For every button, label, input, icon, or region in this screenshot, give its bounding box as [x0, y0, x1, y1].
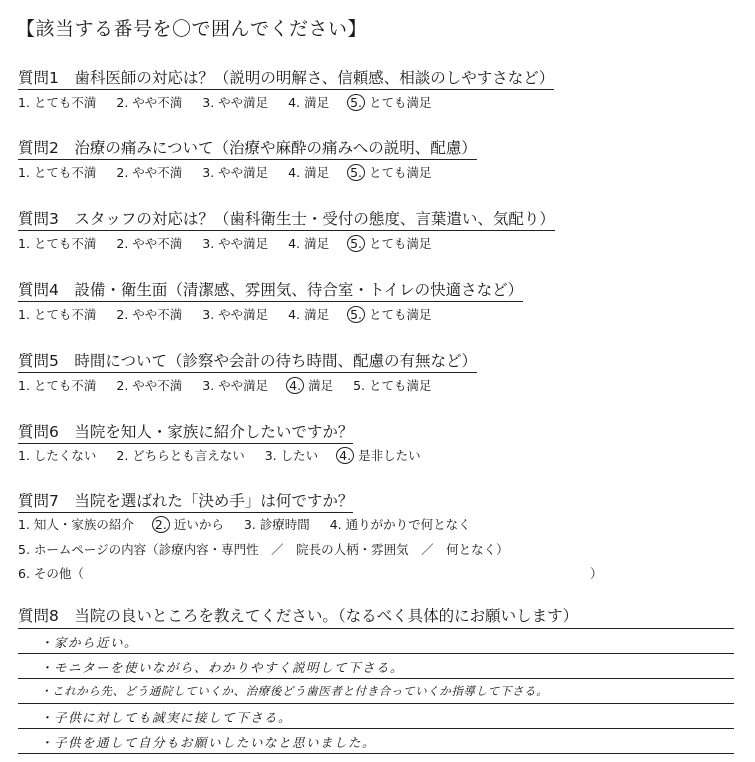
- question-4-heading: 質問4 設備・衛生面（清潔感、雰囲気、待合室・トイレの快適さなど）: [18, 278, 523, 302]
- q7-option-6[interactable]: 6. その他（: [18, 566, 84, 581]
- q5-option-4-label: 満足: [308, 378, 334, 393]
- q7-option-2-circled[interactable]: 2.: [152, 516, 170, 533]
- q7-option-2-label: 近いから: [173, 517, 224, 532]
- q1-option-2[interactable]: 2. やや不満: [116, 95, 183, 110]
- q6-option-4-circled[interactable]: 4.: [336, 447, 354, 464]
- q3-option-2[interactable]: 2. やや不満: [116, 236, 183, 251]
- q3-option-4[interactable]: 4. 満足: [288, 236, 330, 251]
- question-5-heading: 質問5 時間について（診察や会計の待ち時間、配慮の有無など）: [18, 349, 477, 373]
- q7-option-5[interactable]: 5. ホームページの内容（診療内容・専門性 ／ 院長の人柄・雰囲気 ／ 何となく）: [18, 542, 509, 557]
- question-3-heading: 質問3 スタッフの対応は？（歯科衛生士・受付の態度、言葉遣い、気配り）: [18, 207, 555, 231]
- question-6-options: [18, 446, 421, 464]
- handwritten-answer-5: ・子供を通して自分もお願いしたいなと思いました。: [40, 735, 377, 750]
- q1-option-5-circled[interactable]: 5.: [347, 94, 365, 111]
- q6-option-1[interactable]: 1. したくない: [18, 448, 97, 463]
- q4-option-5-circled[interactable]: 5.: [347, 306, 365, 323]
- q5-option-3[interactable]: 3. やや満足: [202, 378, 269, 393]
- ruled-line: [18, 678, 734, 679]
- handwritten-answer-2: ・モニターを使いながら、わかりやすく説明して下さる。: [40, 660, 405, 675]
- q2-option-5-label: とても満足: [368, 165, 432, 180]
- q4-option-3[interactable]: 3. やや満足: [202, 307, 269, 322]
- question-5-options: [18, 376, 448, 394]
- q2-option-3[interactable]: 3. やや満足: [202, 165, 269, 180]
- q4-option-5-label: とても満足: [368, 307, 432, 322]
- q7-option-3[interactable]: 3. 診療時間: [243, 517, 310, 532]
- q1-option-4[interactable]: 4. 満足: [288, 95, 330, 110]
- ruled-line: [18, 703, 734, 704]
- q5-option-2[interactable]: 2. やや不満: [116, 378, 183, 393]
- q1-option-1[interactable]: 1. とても不満: [18, 95, 97, 110]
- q1-option-3[interactable]: 3. やや満足: [202, 95, 269, 110]
- q3-option-5-label: とても満足: [368, 236, 432, 251]
- handwritten-answer-3: ・これから先、どう通院していくか、治療後どう歯医者と付き合っていくか指導して下さる。: [40, 684, 549, 698]
- ruled-line: [18, 628, 734, 629]
- q1-option-5-label: とても満足: [368, 95, 432, 110]
- q7-option-6-close: ）: [590, 566, 603, 581]
- page-title: 【該当する番号を〇で囲んでください】: [16, 18, 368, 40]
- question-1-heading: 質問1 歯科医師の対応は？（説明の明解さ、信頼感、相談のしやすさなど）: [18, 66, 554, 90]
- question-3-options: [18, 234, 432, 252]
- q6-option-4-label: 是非したい: [358, 448, 421, 463]
- q4-option-1[interactable]: 1. とても不満: [18, 307, 97, 322]
- q2-option-5-circled[interactable]: 5.: [347, 164, 365, 181]
- question-2-heading: 質問2 治療の痛みについて（治療や麻酔の痛みへの説明、配慮）: [18, 136, 477, 160]
- question-8-heading: 質問8 当院の良いところを教えてください。（なるべく具体的にお願いします）: [18, 607, 579, 625]
- q4-option-2[interactable]: 2. やや不満: [116, 307, 183, 322]
- q5-option-5[interactable]: 5. とても満足: [353, 378, 432, 393]
- ruled-line: [18, 753, 734, 754]
- question-7-line-1: [18, 515, 487, 533]
- ruled-line: [18, 653, 734, 654]
- ruled-line: [18, 728, 734, 729]
- q2-option-2[interactable]: 2. やや不満: [116, 165, 183, 180]
- q3-option-1[interactable]: 1. とても不満: [18, 236, 97, 251]
- question-6-heading: 質問6 当院を知人・家族に紹介したいですか？: [18, 420, 353, 444]
- handwritten-answer-4: ・子供に対しても誠実に接して下さる。: [40, 710, 293, 725]
- q7-option-4[interactable]: 4. 通りがかりで何となく: [329, 517, 471, 532]
- q5-option-4-circled[interactable]: 4.: [286, 377, 304, 394]
- question-4-options: [18, 305, 432, 323]
- q4-option-4[interactable]: 4. 満足: [288, 307, 330, 322]
- q2-option-4[interactable]: 4. 満足: [288, 165, 330, 180]
- q6-option-3[interactable]: 3. したい: [264, 448, 319, 463]
- q7-option-1[interactable]: 1. 知人・家族の紹介: [18, 517, 134, 532]
- question-1-options: [18, 93, 432, 111]
- q3-option-5-circled[interactable]: 5.: [347, 235, 365, 252]
- q6-option-2[interactable]: 2. どちらとも言えない: [116, 448, 245, 463]
- q2-option-1[interactable]: 1. とても不満: [18, 165, 97, 180]
- question-2-options: [18, 163, 432, 181]
- handwritten-answer-1: ・家から近い。: [40, 635, 139, 650]
- q5-option-1[interactable]: 1. とても不満: [18, 378, 97, 393]
- q3-option-3[interactable]: 3. やや満足: [202, 236, 269, 251]
- question-7-heading: 質問7 当院を選ばれた「決め手」は何ですか？: [18, 489, 353, 513]
